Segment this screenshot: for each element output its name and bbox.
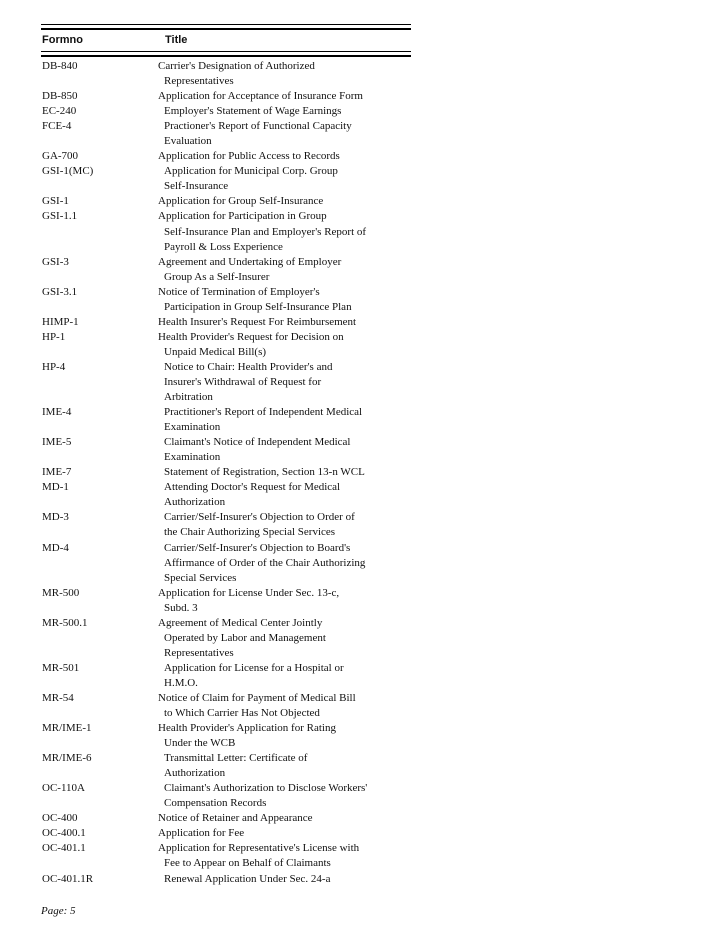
form-title-line: Attending Doctor's Request for Medical: [164, 481, 341, 494]
form-title-line: Authorization: [164, 496, 226, 509]
table-row: [41, 209, 441, 254]
table-row: [41, 872, 441, 887]
form-number: GSI-3.1: [42, 285, 78, 298]
form-title: [158, 781, 441, 811]
form-number: IME-4: [42, 406, 72, 419]
form-title: [158, 164, 441, 194]
form-title-line: Application for Group Self-Insurance: [158, 195, 324, 208]
form-title-line: Notice of Retainer and Appearance: [158, 812, 313, 825]
top-rule: [41, 24, 411, 25]
header-rule: [41, 51, 411, 52]
form-title-line: Unpaid Medical Bill(s): [164, 345, 267, 358]
form-title-line: Practitioner's Report of Independent Medical: [164, 406, 363, 419]
form-title-line: Agreement and Undertaking of Employer: [158, 255, 342, 268]
table-row: [41, 691, 441, 721]
form-title: [158, 826, 441, 841]
form-title-line: Special Services: [164, 571, 237, 584]
forms-table-body: [41, 59, 441, 887]
form-title-line: Evaluation: [164, 135, 212, 148]
form-title-line: Group As a Self-Insurer: [164, 270, 270, 283]
table-row: [41, 541, 441, 586]
form-title: [158, 285, 441, 315]
table-row: [41, 465, 441, 480]
form-number: GSI-3: [42, 255, 69, 268]
form-title-line: Transmittal Letter: Certificate of: [164, 752, 308, 765]
form-title-line: Participation in Group Self-Insurance Plan: [164, 300, 352, 313]
form-title-line: to Which Carrier Has Not Objected: [164, 707, 320, 720]
form-number: OC-401.1R: [42, 872, 94, 885]
form-title-line: Practioner's Report of Functional Capacity: [164, 120, 352, 133]
form-number: HIMP-1: [42, 315, 79, 328]
form-title-line: Application for Public Access to Records: [158, 150, 340, 163]
form-title-line: H.M.O.: [164, 676, 198, 689]
form-number: MR/IME-1: [42, 722, 92, 735]
form-title-line: Agreement of Medical Center Jointly: [158, 616, 323, 629]
form-number: GA-700: [42, 150, 79, 163]
form-title-line: Application for License for a Hospital or: [164, 661, 344, 674]
form-title: [158, 811, 441, 826]
form-title: [158, 119, 441, 149]
form-title: [158, 405, 441, 435]
form-title: [158, 510, 441, 540]
form-number: EC-240: [42, 105, 77, 118]
table-row: [41, 811, 441, 826]
form-title: [158, 872, 441, 887]
top-rule-double: [41, 28, 411, 30]
form-title-line: Representatives: [164, 75, 234, 88]
table-row: [41, 104, 441, 119]
table-row: [41, 330, 441, 360]
form-number: DB-840: [42, 60, 78, 72]
form-title-line: Application for License Under Sec. 13-c,: [158, 586, 340, 599]
table-row: [41, 781, 441, 811]
table-row: [41, 119, 441, 149]
table-row: [41, 586, 441, 616]
header-title: Title: [165, 34, 188, 46]
table-row: [41, 285, 441, 315]
form-title: [158, 330, 441, 360]
form-title-line: Affirmance of Order of the Chair Authorizing: [164, 556, 366, 569]
page-number: Page: 5: [41, 905, 76, 917]
form-title-line: Carrier/Self-Insurer's Objection to Board's: [164, 541, 351, 554]
form-title-line: Representatives: [164, 646, 234, 659]
header-rule-double: [41, 55, 411, 57]
table-row: [41, 164, 441, 194]
form-title: [158, 104, 441, 119]
form-title-line: Under the WCB: [164, 737, 236, 750]
form-number: OC-401.1: [42, 842, 86, 855]
form-number: MR-500.1: [42, 616, 88, 629]
form-number: MR-500: [42, 586, 80, 599]
form-number: IME-7: [42, 466, 72, 479]
form-title-line: Compensation Records: [164, 797, 267, 810]
table-row: [41, 89, 441, 104]
table-header: [41, 34, 411, 50]
form-title-line: Application for Acceptance of Insurance Form: [158, 90, 363, 103]
table-row: [41, 59, 441, 89]
form-title-line: Fee to Appear on Behalf of Claimants: [164, 857, 331, 870]
table-row: [41, 510, 441, 540]
table-row: [41, 149, 441, 164]
form-number: MD-3: [42, 511, 69, 524]
form-title: [158, 541, 441, 586]
form-title-line: Employer's Statement of Wage Earnings: [164, 105, 342, 118]
form-number: OC-400: [42, 812, 78, 825]
header-formno: Formno: [42, 34, 83, 46]
form-number: DB-850: [42, 90, 78, 103]
form-title: [158, 315, 441, 330]
form-number: MD-1: [42, 481, 69, 494]
form-title-line: Health Provider's Application for Rating: [158, 722, 336, 735]
form-title: [158, 465, 441, 480]
form-title: [158, 480, 441, 510]
form-title-line: Statement of Registration, Section 13-n WCL: [164, 466, 365, 479]
form-title-line: Notice of Termination of Employer's: [158, 285, 320, 298]
form-title: [158, 360, 441, 405]
table-row: [41, 721, 441, 751]
table-row: [41, 751, 441, 781]
form-number: OC-400.1: [42, 827, 86, 840]
form-title: [158, 841, 441, 871]
form-title: [158, 751, 441, 781]
form-title-line: Examination: [164, 451, 221, 464]
form-title-line: Operated by Labor and Management: [164, 631, 326, 644]
table-row: [41, 826, 441, 841]
form-title: [158, 255, 441, 285]
form-title-line: Carrier/Self-Insurer's Objection to Order of: [164, 511, 355, 524]
table-row: [41, 360, 441, 405]
form-number: MR/IME-6: [42, 752, 92, 765]
table-row: [41, 194, 441, 209]
table-row: [41, 661, 441, 691]
form-title-line: Claimant's Notice of Independent Medical: [164, 436, 351, 449]
form-title-line: Application for Participation in Group: [158, 210, 327, 223]
form-number: FCE-4: [42, 120, 72, 133]
form-number: MR-54: [42, 691, 74, 704]
form-number: HP-4: [42, 360, 66, 373]
form-number: MD-4: [42, 541, 69, 554]
table-row: [41, 405, 441, 435]
form-title-line: the Chair Authorizing Special Services: [164, 526, 336, 539]
form-title-line: Renewal Application Under Sec. 24-a: [164, 872, 331, 885]
form-title-line: Examination: [164, 421, 221, 434]
form-title: [158, 435, 441, 465]
form-number: MR-501: [42, 661, 80, 674]
form-title-line: Application for Municipal Corp. Group: [164, 165, 338, 178]
table-row: [41, 841, 441, 871]
form-title-line: Payroll & Loss Experience: [164, 240, 283, 253]
form-title: [158, 194, 441, 209]
form-title-line: Subd. 3: [164, 601, 198, 614]
form-title: [158, 586, 441, 616]
table-row: [41, 480, 441, 510]
form-title-line: Notice of Claim for Payment of Medical Bill: [158, 691, 356, 704]
form-title-line: Carrier's Designation of Authorized: [158, 60, 315, 72]
form-number: GSI-1.1: [42, 210, 78, 223]
table-row: [41, 616, 441, 661]
form-number: GSI-1: [42, 195, 69, 208]
form-title-line: Application for Fee: [158, 827, 245, 840]
form-number: HP-1: [42, 330, 66, 343]
form-title: [158, 616, 441, 661]
form-number: GSI-1(MC): [42, 165, 94, 178]
table-row: [41, 435, 441, 465]
form-title: [158, 149, 441, 164]
form-title-line: Health Insurer's Request For Reimbursement: [158, 315, 357, 328]
form-title-line: Notice to Chair: Health Provider's and: [164, 360, 333, 373]
form-title-line: Application for Representative's License with: [158, 842, 360, 855]
form-number: OC-110A: [42, 782, 85, 795]
form-title-line: Self-Insurance Plan and Employer's Report of: [164, 225, 367, 238]
form-title: [158, 721, 441, 751]
form-title-line: Insurer's Withdrawal of Request for: [164, 375, 322, 388]
form-title-line: Health Provider's Request for Decision on: [158, 330, 344, 343]
form-title: [158, 59, 441, 89]
form-title-line: Arbitration: [164, 391, 213, 404]
form-number: IME-5: [42, 436, 72, 449]
form-title-line: Claimant's Authorization to Disclose Workers': [164, 782, 368, 795]
form-title: [158, 691, 441, 721]
table-row: [41, 255, 441, 285]
table-row: [41, 315, 441, 330]
form-title: [158, 661, 441, 691]
form-title-line: Authorization: [164, 767, 226, 780]
form-title: [158, 89, 441, 104]
form-title-line: Self-Insurance: [164, 180, 229, 193]
form-title: [158, 209, 441, 254]
